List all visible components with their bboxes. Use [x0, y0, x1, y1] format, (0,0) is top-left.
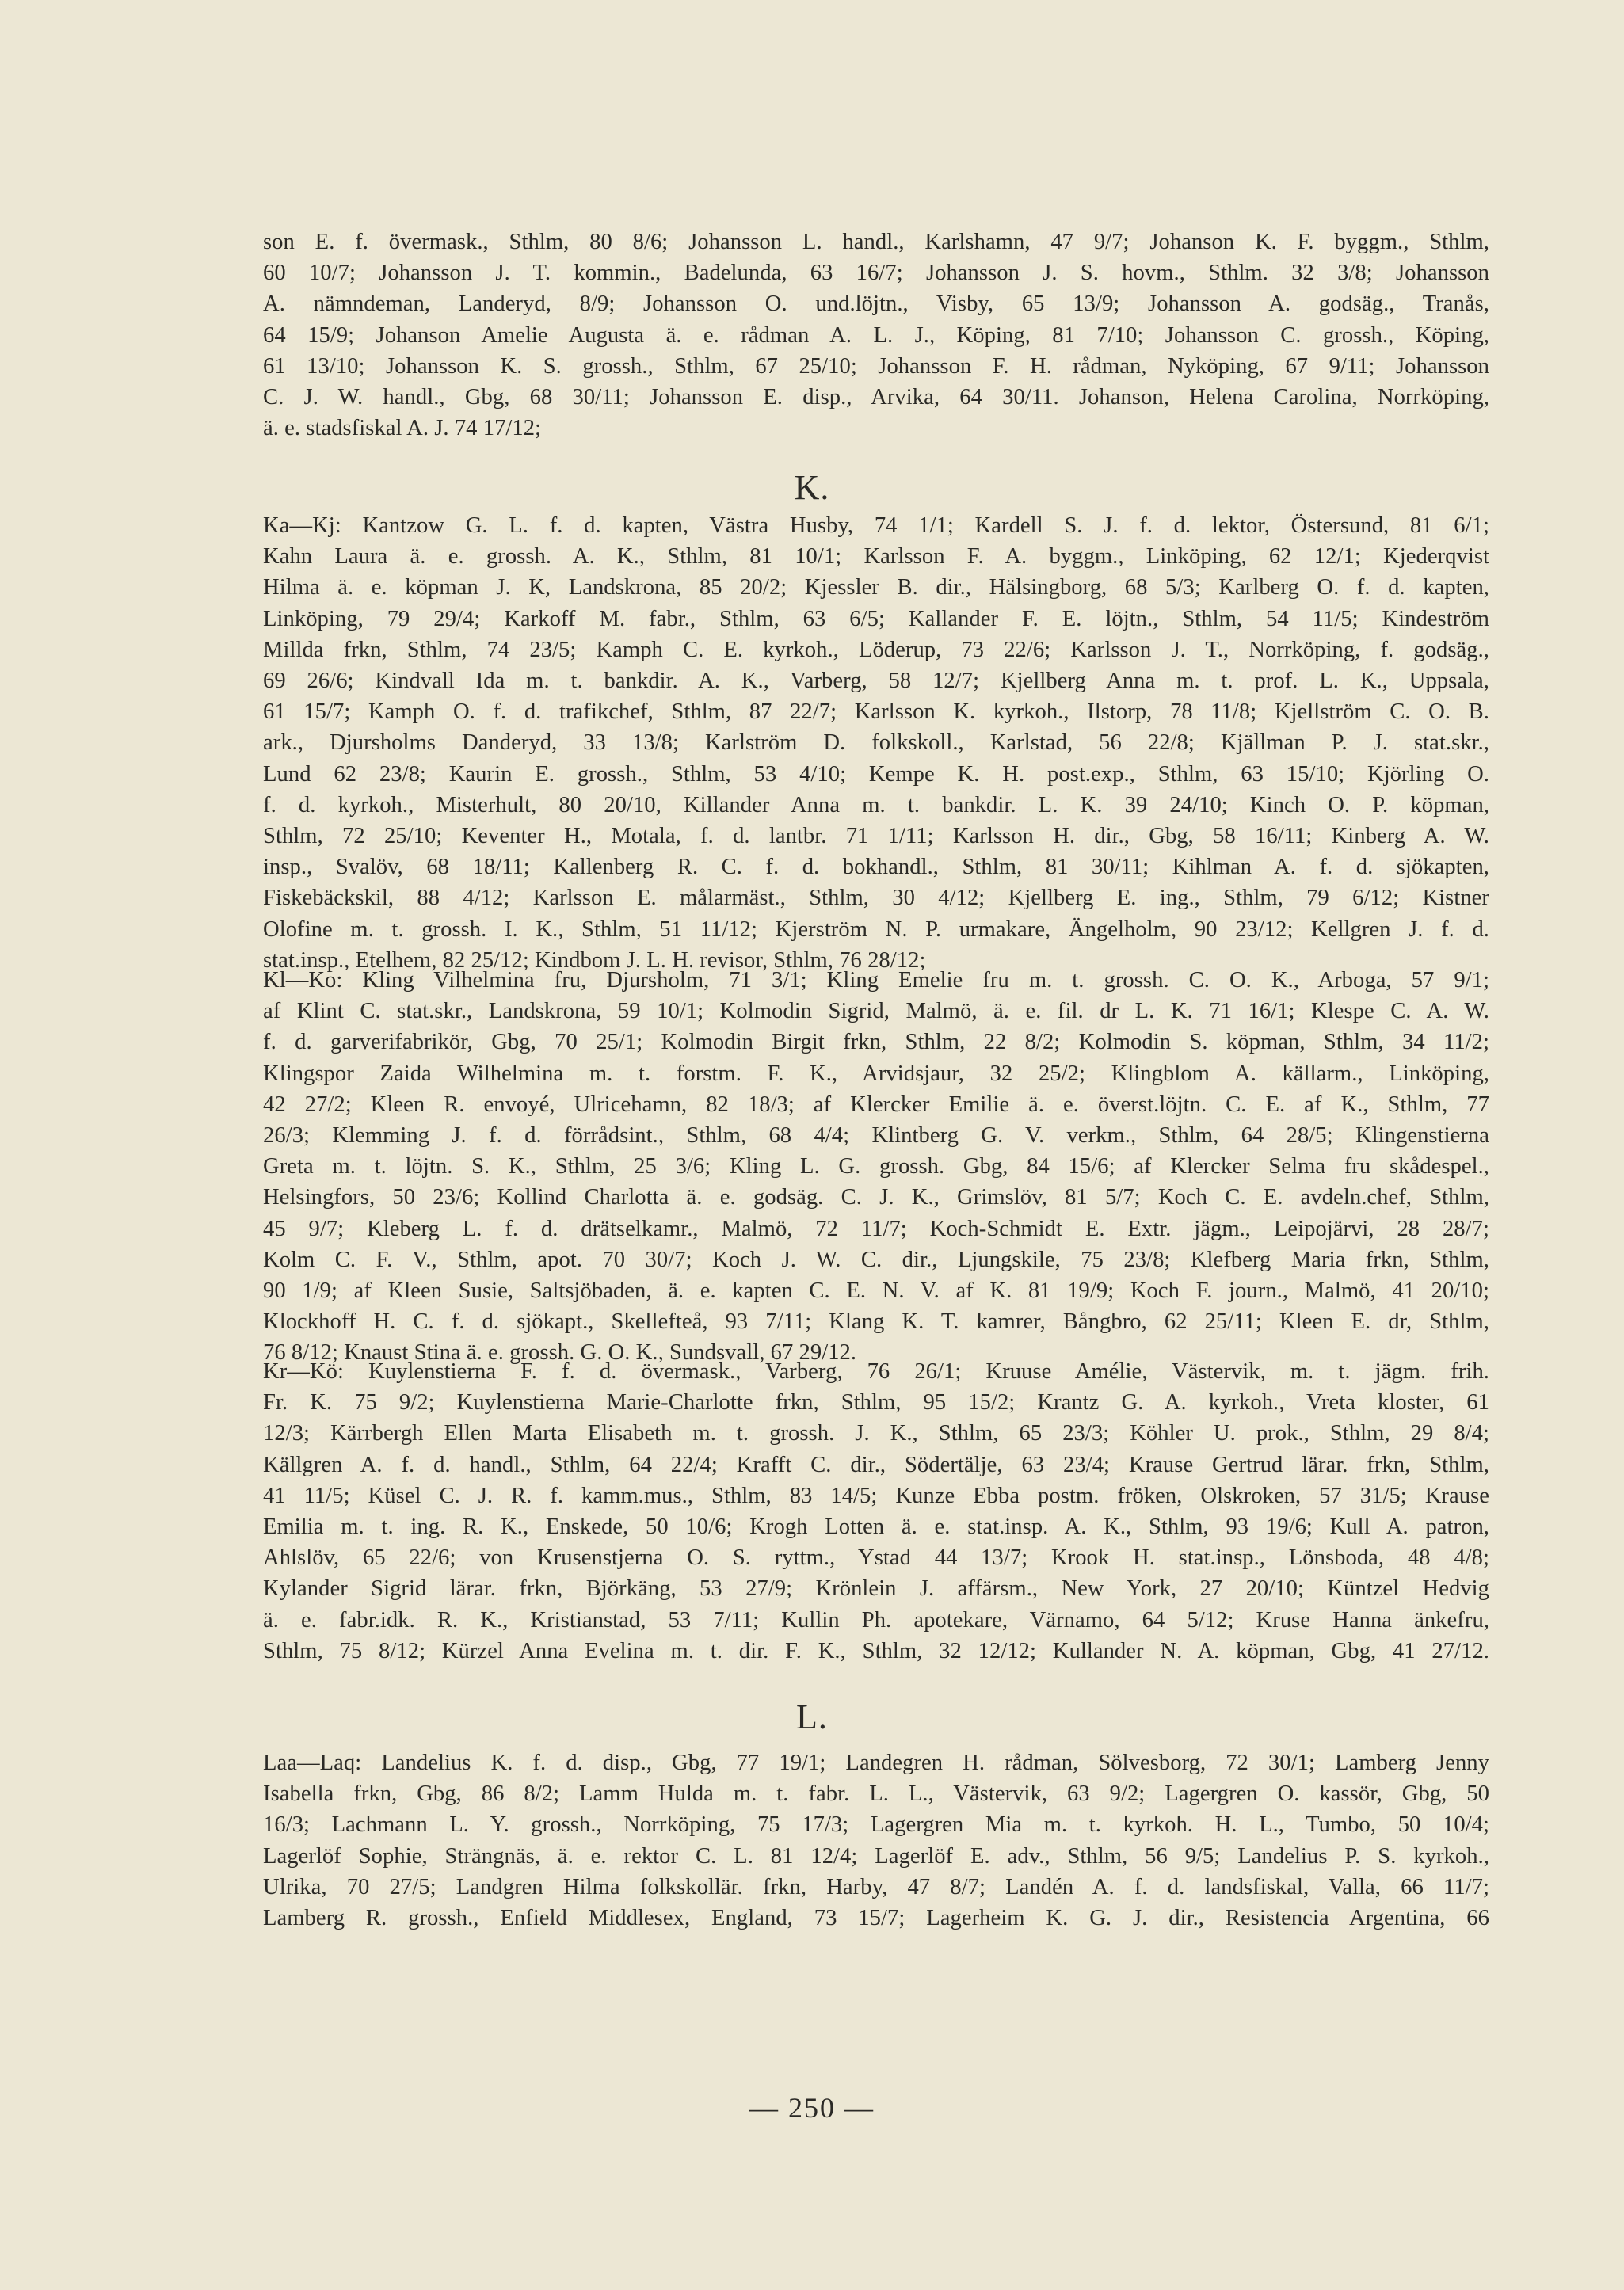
text-line: ä. e. fabr.idk. R. K., Kristianstad, 53 7/11; Kullin Ph. apotekare, Värnamo, 64 5/12; Kruse Hanna änkefru, [263, 1607, 1489, 1633]
text-line: Ulrika, 70 27/5; Landgren Hilma folkskollär. frkn, Harby, 47 8/7; Landén A. f. d. landsfiskal, Valla, 66 11/7; [263, 1874, 1489, 1899]
text-line: Linköping, 79 29/4; Karkoff M. fabr., Sthlm, 63 6/5; Kallander F. E. löjtn., Sthlm, 54 11/5; Kindeström [263, 606, 1489, 631]
text-line: insp., Svalöv, 68 18/11; Kallenberg R. C. f. d. bokhandl., Sthlm, 81 30/11; Kihlman A. f. d. sjökapten, [263, 855, 1489, 880]
text-line: 61 13/10; Johansson K. S. grossh., Sthlm, 67 25/10; Johansson F. H. rådman, Nyköping, 67 9/11; Johansson [263, 353, 1489, 379]
text-line: Ahlslöv, 65 22/6; von Krusenstjerna O. S. ryttm., Ystad 44 13/7; Krook H. stat.insp., Lönsboda, 48 4/8; [263, 1545, 1489, 1571]
text-line: 61 15/7; Kamph O. f. d. trafikchef, Sthlm, 87 22/7; Karlsson K. kyrkoh., Ilstorp, 78 11/8; Kjellström C. O. B. [263, 699, 1489, 725]
text-line: Lund 62 23/8; Kaurin E. grossh., Sthlm, 53 4/10; Kempe K. H. post.exp., Sthlm, 63 15/10; Kjörling O. [263, 761, 1489, 787]
text-line: Lagerlöf Sophie, Strängnäs, ä. e. rektor C. L. 81 12/4; Lagerlöf E. adv., Sthlm, 56 9/5; Landelius P. S. kyrkoh., [263, 1843, 1489, 1869]
text-line: Olofine m. t. grossh. I. K., Sthlm, 51 11/12; Kjerström N. P. urmakare, Ängelholm, 90 23/12; Kellgren J. f. d. [263, 916, 1489, 942]
text-line: 64 15/9; Johanson Amelie Augusta ä. e. rådman A. L. J., Köping, 81 7/10; Johansson C. grossh., Köping, [263, 322, 1489, 348]
text-line: Laa—Laq: Landelius K. f. d. disp., Gbg, 77 19/1; Landegren H. rådman, Sölvesborg, 72 30/1; Lamberg Jenny [263, 1751, 1489, 1775]
text-block-kr-ko [263, 1356, 1489, 1667]
text-line: Fiskebäckskil, 88 4/12; Karlsson E. målarmäst., Sthlm, 30 4/12; Kjellberg E. ing., Sthlm, 79 6/12; Kistner [263, 886, 1489, 911]
text-line: Fr. K. 75 9/2; Kuylenstierna Marie-Charlotte frkn, Sthlm, 95 15/2; Krantz G. A. kyrkoh., Vreta kloster, 61 [263, 1390, 1489, 1416]
text-line: Emilia m. t. ing. R. K., Enskede, 50 10/6; Krogh Lotten ä. e. stat.insp. A. K., Sthlm, 93 19/6; Kull A. patron, [263, 1515, 1489, 1540]
text-line: stat.insp., Etelhem, 82 25/12; Kindbom J. L. H. revisor, Sthlm, 76 28/12; [263, 947, 926, 973]
text-block-ka-kj [263, 510, 1489, 976]
text-line: A. nämndeman, Landeryd, 8/9; Johansson O. und.löjtn., Visby, 65 13/9; Johansson A. godsäg., Tranås, [263, 291, 1489, 317]
text-line: Isabella frkn, Gbg, 86 8/2; Lamm Hulda m. t. fabr. L. L., Västervik, 63 9/2; Lagergren O. kassör, Gbg, 50 [263, 1781, 1489, 1807]
text-line: Lamberg R. grossh., Enfield Middlesex, England, 73 15/7; Lagerheim K. G. J. dir., Resistencia Argentina, 66 [263, 1906, 1489, 1931]
text-line: 12/3; Kärrbergh Ellen Marta Elisabeth m. t. grossh. J. K., Sthlm, 65 23/3; Köhler U. prok., Sthlm, 29 8/4; [263, 1421, 1489, 1446]
text-line: Sthlm, 75 8/12; Kürzel Anna Evelina m. t. dir. F. K., Sthlm, 32 12/12; Kullander N. A. köpman, Gbg, 41 27/12. [263, 1638, 1489, 1663]
text-line: Kolm C. F. V., Sthlm, apot. 70 30/7; Koch J. W. C. dir., Ljungskile, 75 23/8; Klefberg Maria frkn, Sthlm, [263, 1247, 1489, 1272]
text-block-kl-ko [263, 965, 1489, 1369]
text-line: 26/3; Klemming J. f. d. förrådsint., Sthlm, 68 4/4; Klintberg G. V. verkm., Sthlm, 64 28/5; Klingenstierna [263, 1123, 1489, 1149]
text-line: f. d. garverifabrikör, Gbg, 70 25/1; Kolmodin Birgit frkn, Sthlm, 22 8/2; Kolmodin S. köpman, Sthlm, 34 11/2; [263, 1030, 1489, 1055]
text-line: 76 8/12; Knaust Stina ä. e. grossh. G. O. K., Sundsvall, 67 29/12. [263, 1340, 857, 1366]
text-line: Klingspor Zaida Wilhelmina m. t. forstm. F. K., Arvidsjaur, 32 25/2; Klingblom A. källarm., Linköping, [263, 1061, 1489, 1086]
text-line: Ka—Kj: Kantzow G. L. f. d. kapten, Västra Husby, 74 1/1; Kardell S. J. f. d. lektor, Östersund, 81 6/1; [263, 513, 1489, 538]
section-heading-l: L. [796, 1697, 828, 1736]
text-line: 16/3; Lachmann L. Y. grossh., Norrköping, 75 17/3; Lagergren Mia m. t. kyrkoh. H. L., Tumbo, 50 10/4; [263, 1812, 1489, 1838]
text-line: Helsingfors, 50 23/6; Kollind Charlotta ä. e. godsäg. C. J. K., Grimslöv, 81 5/7; Koch C. E. avdeln.chef, Sthlm, [263, 1185, 1489, 1210]
text-line: 60 10/7; Johansson J. T. kommin., Badelunda, 63 16/7; Johansson J. S. hovm., Sthlm. 32 3/8; Johansson [263, 261, 1489, 286]
page-number: — 250 — [749, 2092, 875, 2124]
section-heading-k: K. [794, 468, 830, 507]
text-line: Hilma ä. e. köpman J. K, Landskrona, 85 20/2; Kjessler B. dir., Hälsingborg, 68 5/3; Karlberg O. f. d. kapten, [263, 575, 1489, 600]
text-line: Millda frkn, Sthlm, 74 23/5; Kamph C. E. kyrkoh., Löderup, 73 22/6; Karlsson J. T., Norrköping, f. godsäg., [263, 637, 1489, 662]
text-line: 45 9/7; Kleberg L. f. d. drätselkamr., Malmö, 72 11/7; Koch-Schmidt E. Extr. jägm., Leipojärvi, 28 28/7; [263, 1216, 1489, 1241]
text-line: f. d. kyrkoh., Misterhult, 80 20/10, Killander Anna m. t. bankdir. L. K. 39 24/10; Kinch O. P. köpman, [263, 792, 1489, 817]
text-block-laa-laq [263, 1747, 1489, 1934]
text-line: ark., Djursholms Danderyd, 33 13/8; Karlström D. folkskoll., Karlstad, 56 22/8; Kjällman P. J. stat.skr., [263, 730, 1489, 756]
text-line: Kr—Kö: Kuylenstierna F. f. d. övermask., Varberg, 76 26/1; Kruuse Amélie, Västervik, m. t. jägm. frih. [263, 1359, 1489, 1384]
text-line: Källgren A. f. d. handl., Sthlm, 64 22/4; Krafft C. dir., Södertälje, 63 23/4; Krause Gertrud lärar. frkn, Sthlm, [263, 1452, 1489, 1477]
text-line: Kl—Ko: Kling Vilhelmina fru, Djursholm, 71 3/1; Kling Emelie fru m. t. grossh. C. O. K., Arboga, 57 9/1; [263, 968, 1489, 993]
text-line: Greta m. t. löjtn. S. K., Sthlm, 25 3/6; Kling L. G. grossh. Gbg, 84 15/6; af Klercker Selma fru skådespel., [263, 1154, 1489, 1179]
text-line: 41 11/5; Küsel C. J. R. f. kamm.mus., Sthlm, 83 14/5; Kunze Ebba postm. fröken, Olskroken, 57 31/5; Krause [263, 1483, 1489, 1508]
text-block-intro [263, 227, 1489, 444]
text-line: af Klint C. stat.skr., Landskrona, 59 10/1; Kolmodin Sigrid, Malmö, ä. e. fil. dr L. K. 71 16/1; Klespe C. A. W. [263, 999, 1489, 1024]
text-line: Kylander Sigrid lärar. frkn, Björkäng, 53 27/9; Krönlein J. affärsm., New York, 27 20/10; Küntzel Hedvig [263, 1576, 1489, 1602]
text-line: son E. f. övermask., Sthlm, 80 8/6; Johansson L. handl., Karlshamn, 47 9/7; Johanson K. F. byggm., Sthlm, [263, 230, 1489, 254]
text-line: Klockhoff H. C. f. d. sjökapt., Skellefteå, 93 7/11; Klang K. T. kamrer, Bångbro, 62 25/11; Kleen E. dr, Sthlm, [263, 1309, 1489, 1335]
text-line: Kahn Laura ä. e. grossh. A. K., Sthlm, 81 10/1; Karlsson F. A. byggm., Linköping, 62 12/1; Kjederqvist [263, 544, 1489, 570]
text-line: C. J. W. handl., Gbg, 68 30/11; Johansson E. disp., Arvika, 64 30/11. Johanson, Helena Carolina, Norrköping, [263, 385, 1489, 410]
text-line: 42 27/2; Kleen R. envoyé, Ulricehamn, 82 18/3; af Klercker Emilie ä. e. överst.löjtn. C. E. af K., Sthlm, 77 [263, 1092, 1489, 1117]
text-line: ä. e. stadsfiskal A. J. 74 17/12; [263, 416, 542, 441]
text-line: Sthlm, 72 25/10; Keventer H., Motala, f. d. lantbr. 71 1/11; Karlsson H. dir., Gbg, 58 16/11; Kinberg A. W. [263, 824, 1489, 849]
text-line: 90 1/9; af Kleen Susie, Saltsjöbaden, ä. e. kapten C. E. N. V. af K. 81 19/9; Koch F. journ., Malmö, 41 20/10; [263, 1278, 1489, 1304]
text-line: 69 26/6; Kindvall Ida m. t. bankdir. A. K., Varberg, 58 12/7; Kjellberg Anna m. t. prof. L. K., Uppsala, [263, 669, 1489, 694]
